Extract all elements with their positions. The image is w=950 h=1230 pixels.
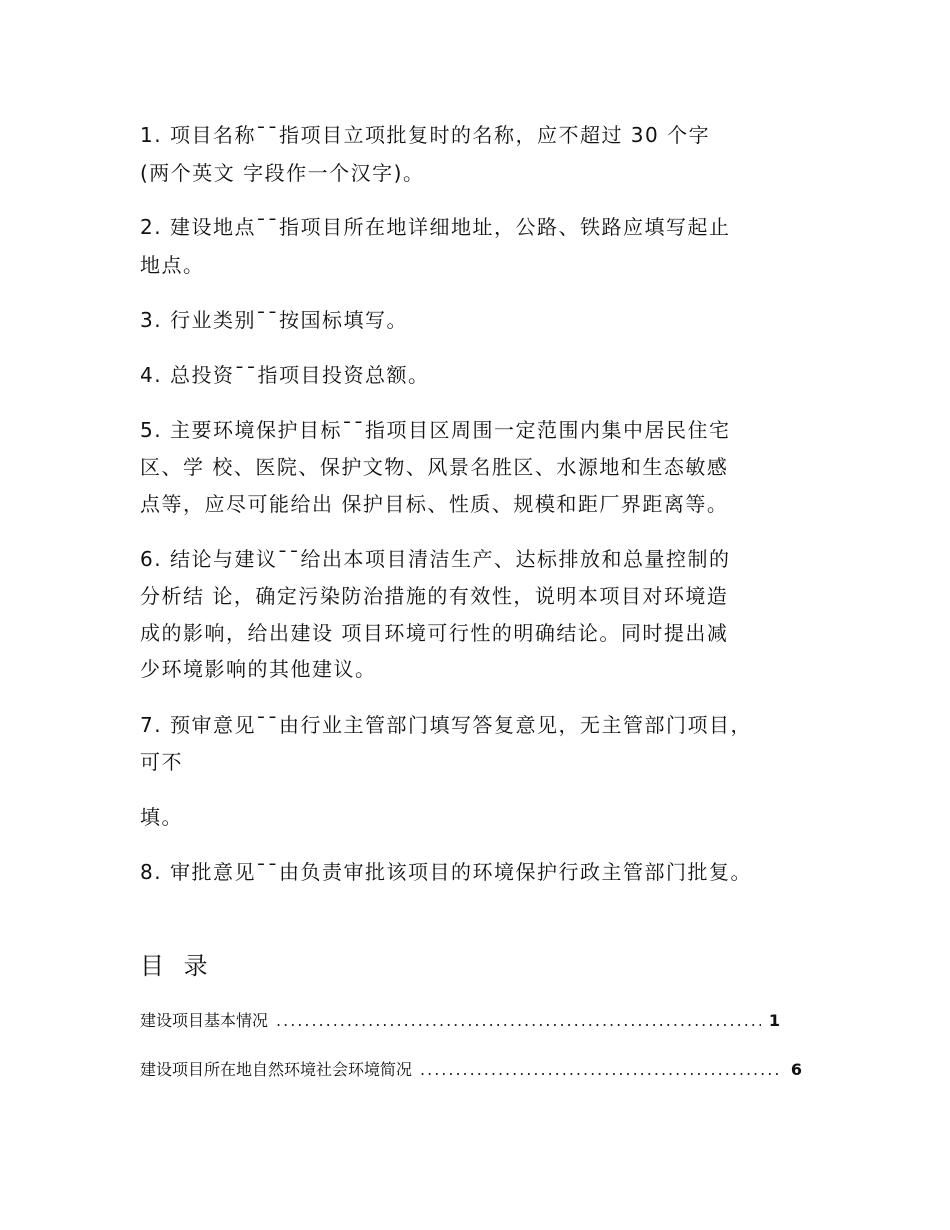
note-line: 少环境影响的其他建议。 (140, 657, 377, 681)
toc-leader-dots (276, 1010, 761, 1032)
toc-heading: 目 录 (140, 952, 214, 980)
note-line: 区、学 校、医院、保护文物、风景名胜区、水源地和生态敏感 (140, 455, 729, 479)
note-line: 2. 建设地点¯¯指项目所在地详细地址，公路、铁路应填写起止 (140, 215, 731, 239)
toc-entry-page: 1 (768, 1011, 780, 1030)
note-line: 7. 预审意见¯¯由行业主管部门填写答复意见，无主管部门项目， (140, 713, 752, 737)
toc-entry-page: 6 (790, 1060, 802, 1079)
note-line: 1. 项目名称¯¯指项目立项批复时的名称，应不超过 30 个字 (140, 123, 711, 147)
toc-entry[interactable] (140, 1059, 802, 1081)
note-line: 填。 (140, 805, 183, 829)
note-line: 成的影响，给出建设 项目环境可行性的明确结论。同时提出减 (140, 621, 729, 645)
note-line: 分析结 论，确定污染防治措施的有效性，说明本项目对环境造 (140, 584, 729, 608)
note-line: 点等，应尽可能给出 保护目标、性质、规模和距厂界距离等。 (140, 492, 729, 516)
toc-entry[interactable] (140, 1010, 780, 1032)
note-line: 8. 审批意见¯¯由负责审批该项目的环境保护行政主管部门批复。 (140, 860, 752, 884)
toc-entry-title: 建设项目所在地自然环境社会环境简况 (140, 1060, 413, 1079)
note-line: 5. 主要环境保护目标¯¯指项目区周围一定范围内集中居民住宅 (140, 418, 731, 442)
note-line: (两个英文 字段作一个汉字)。 (140, 161, 425, 185)
note-line: 地点。 (140, 253, 205, 277)
note-line: 3. 行业类别¯¯按国标填写。 (140, 308, 408, 332)
toc-leader-dots (420, 1059, 783, 1081)
note-line: 4. 总投资¯¯指项目投资总额。 (140, 363, 430, 387)
toc-entry-title: 建设项目基本情况 (140, 1011, 269, 1030)
note-line: 可不 (140, 750, 183, 774)
note-line: 6. 结论与建议¯¯给出本项目清洁生产、达标排放和总量控制的 (140, 547, 731, 571)
